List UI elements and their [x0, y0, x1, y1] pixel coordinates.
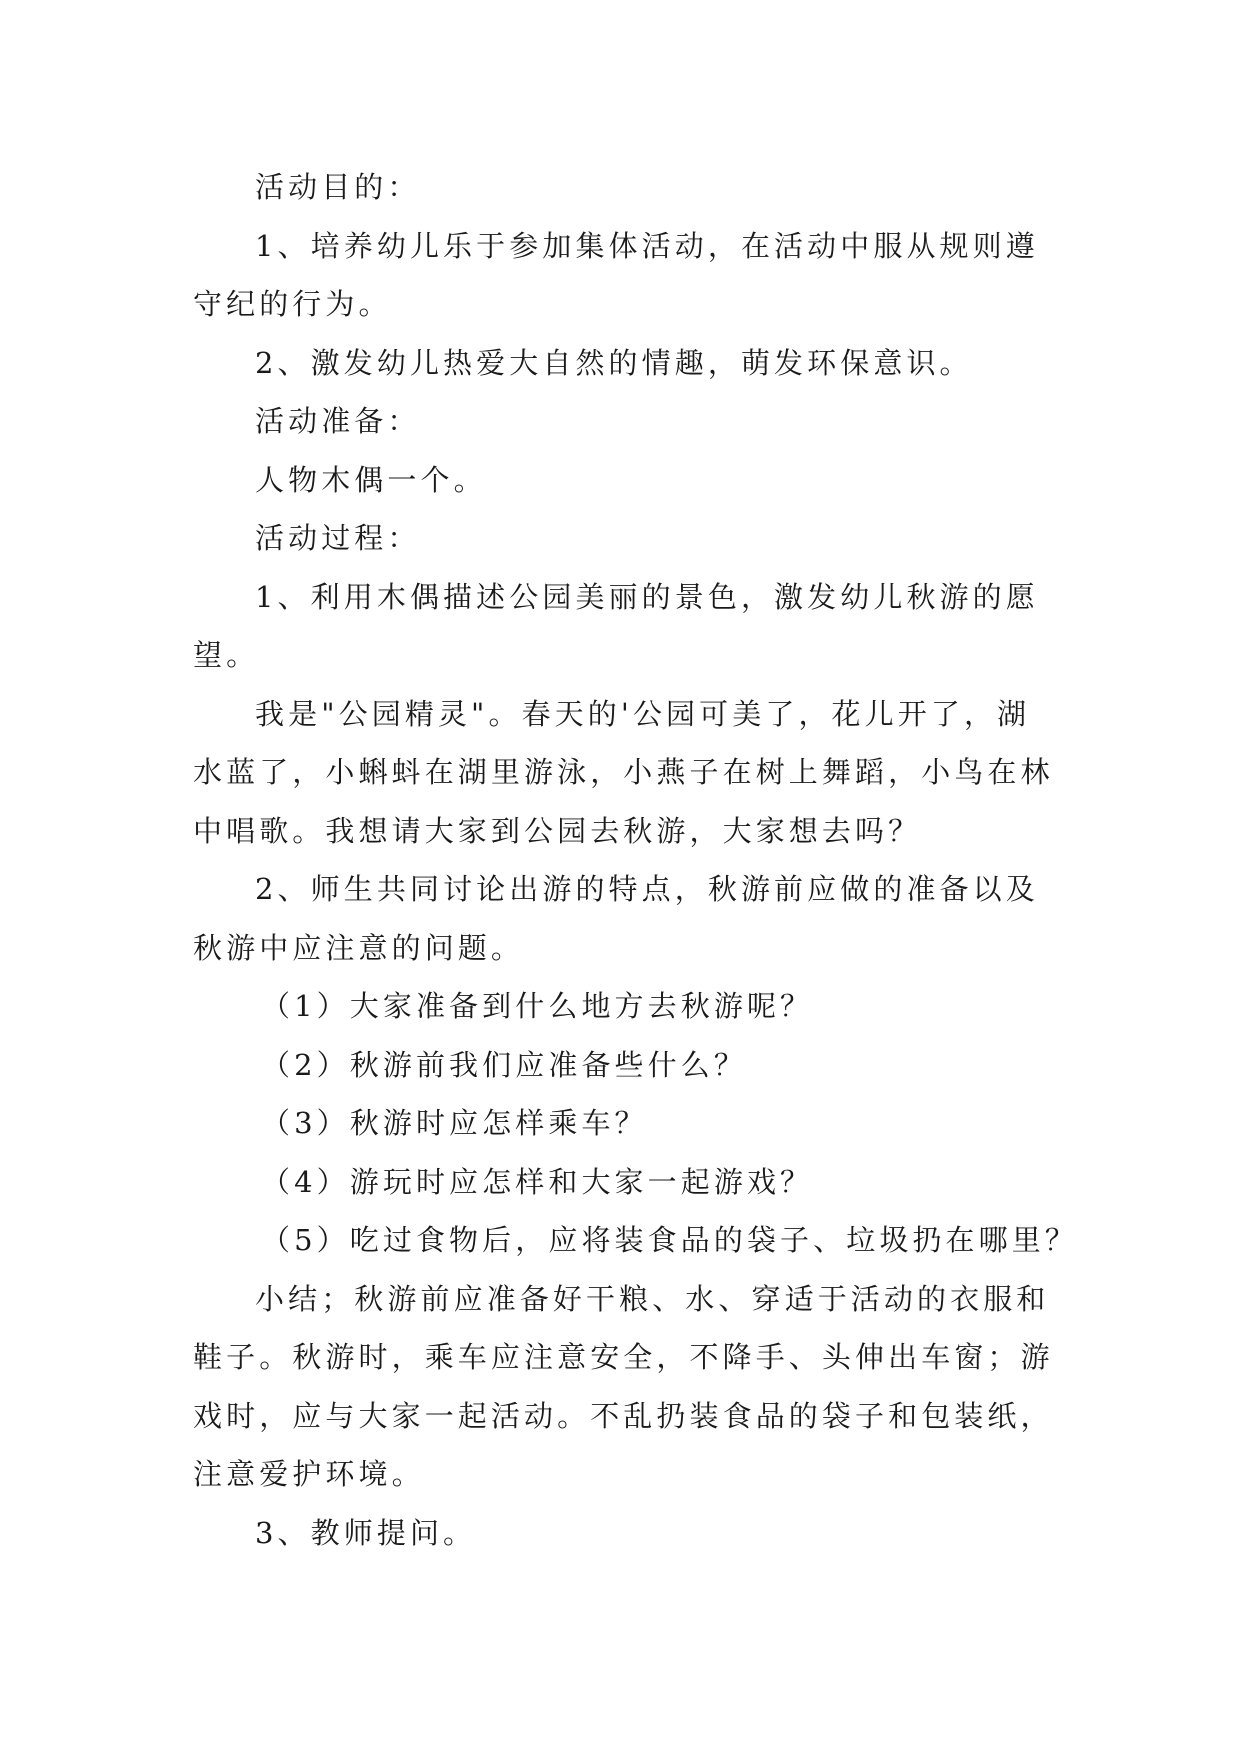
process-step-3: 3、教师提问。 [255, 1515, 477, 1550]
preparation-item: 人物木偶一个。 [255, 462, 487, 497]
section-heading-process: 活动过程： [255, 521, 421, 555]
section-heading-preparation: 活动准备： [255, 404, 421, 438]
process-step-2: 2、师生共同讨论出游的特点，秋游前应做的准备以及 [255, 872, 1039, 906]
summary-paragraph-continued: 注意爱护环境。 [193, 1457, 425, 1491]
goal-item-1: 1、培养幼儿乐于参加集体活动，在活动中服从规则遵 [255, 228, 1039, 263]
question-item: （4）游玩时应怎样和大家一起游戏？ [261, 1164, 814, 1199]
process-step-1: 1、利用木偶描述公园美丽的景色，激发幼儿秋游的愿 [255, 579, 1039, 614]
summary-paragraph-continued: 戏时，应与大家一起活动。不乱扔装食品的袋子和包装纸， [193, 1398, 1054, 1433]
question-item: （2）秋游前我们应准备些什么？ [261, 1047, 747, 1082]
narration-paragraph-continued: 水蓝了，小蝌蚪在湖里游泳，小燕子在树上舞蹈，小鸟在林 [193, 755, 1054, 789]
summary-paragraph-continued: 鞋子。秋游时，乘车应注意安全，不降手、头伸出车窗；游 [193, 1340, 1054, 1374]
goal-item-2: 2、激发幼儿热爱大自然的情趣，萌发环保意识。 [255, 345, 973, 380]
question-item: （3）秋游时应怎样乘车？ [261, 1106, 648, 1140]
summary-paragraph: 小结；秋游前应准备好干粮、水、穿适于活动的衣服和 [255, 1281, 1050, 1316]
narration-paragraph-continued: 中唱歌。我想请大家到公园去秋游，大家想去吗？ [193, 813, 922, 848]
process-step-2-continued: 秋游中应注意的问题。 [193, 930, 525, 965]
question-item: （1）大家准备到什么地方去秋游呢？ [261, 989, 814, 1023]
process-step-1-continued: 望。 [193, 638, 260, 672]
section-heading-goals: 活动目的： [255, 170, 421, 204]
document-body [193, 158, 1078, 1562]
question-item: （5）吃过食物后，应将装食品的袋子、垃圾扔在哪里？ [261, 1223, 1078, 1257]
goal-item-1-continued: 守纪的行为。 [193, 287, 392, 321]
narration-paragraph: 我是"公园精灵"。春天的'公园可美了，花儿开了，湖 [255, 696, 1031, 731]
